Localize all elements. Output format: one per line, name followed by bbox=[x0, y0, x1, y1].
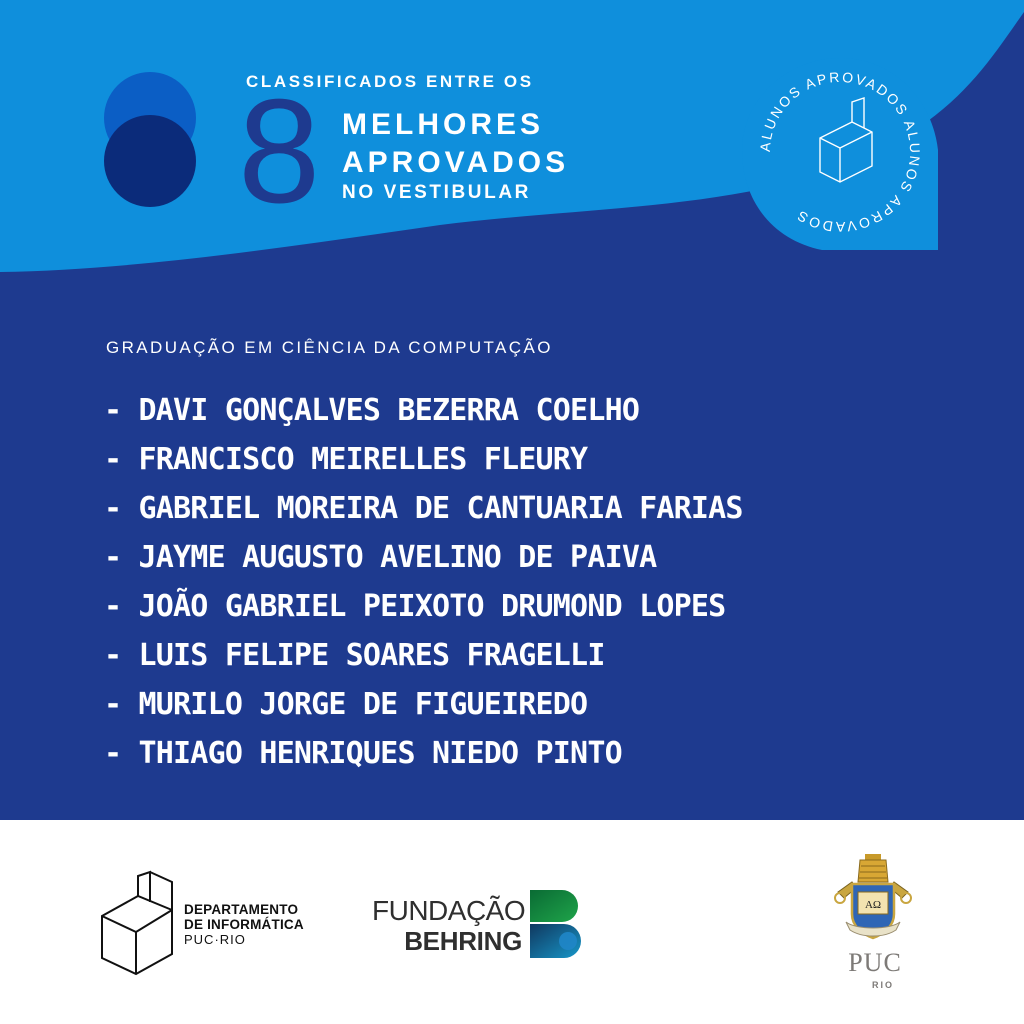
big-number: 8 bbox=[238, 69, 321, 234]
building-outline-icon bbox=[98, 870, 176, 976]
student-name: - JOÃO GABRIEL PEIXOTO DRUMOND LOPES bbox=[104, 589, 726, 624]
student-name: - GABRIEL MOREIRA DE CANTUARIA FARIAS bbox=[104, 491, 743, 526]
fundacao-behring-b-icon bbox=[530, 890, 596, 958]
papal-crest-icon bbox=[832, 852, 914, 946]
course-title: GRADUAÇÃO EM CIÊNCIA DA COMPUTAÇÃO bbox=[106, 338, 553, 357]
header-line-melhores: MELHORES bbox=[342, 108, 545, 141]
student-name: - THIAGO HENRIQUES NIEDO PINTO bbox=[104, 736, 622, 771]
badge-ring-text: ALUNOS APROVADOS ALUNOS APROVADOS bbox=[756, 68, 924, 236]
foundation-logo-text bbox=[372, 895, 526, 956]
header-line-vestibular: NO VESTIBULAR bbox=[342, 182, 531, 203]
student-name: - DAVI GONÇALVES BEZERRA COELHO bbox=[104, 393, 640, 428]
svg-text:AΩ: AΩ bbox=[864, 899, 882, 911]
approved-badge bbox=[742, 40, 938, 250]
student-list bbox=[104, 386, 743, 778]
puc-logo-text: PUC bbox=[848, 948, 902, 977]
student-name: - FRANCISCO MEIRELLES FLEURY bbox=[104, 442, 588, 477]
puc-logo-subtext: RIO bbox=[872, 980, 895, 990]
department-line-3: PUC·RIO bbox=[184, 932, 246, 947]
department-logo-text bbox=[184, 902, 304, 947]
header-line-aprovados: APROVADOS bbox=[342, 146, 570, 179]
student-name: - MURILO JORGE DE FIGUEIREDO bbox=[104, 687, 588, 722]
department-line-2: DE INFORMÁTICA bbox=[184, 917, 304, 932]
student-name: - LUIS FELIPE SOARES FRAGELLI bbox=[104, 638, 605, 673]
department-line-1: DEPARTAMENTO bbox=[184, 902, 299, 917]
student-name: - JAYME AUGUSTO AVELINO DE PAIVA bbox=[104, 540, 657, 575]
foundation-line-2: BEHRING bbox=[404, 926, 522, 956]
header-small-text: CLASSIFICADOS ENTRE OS bbox=[246, 72, 534, 91]
foundation-line-1: FUNDAÇÃO bbox=[372, 895, 526, 926]
two-circles-icon bbox=[100, 68, 200, 213]
